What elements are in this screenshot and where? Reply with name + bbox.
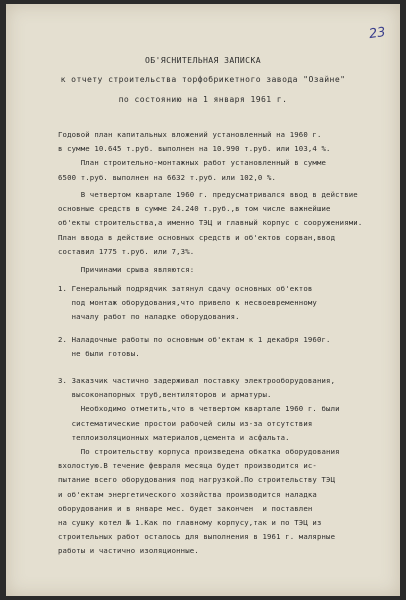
list-item-cause-1: 1. Генеральный подрядчик затянул сдачу основных об'ектов под монтаж оборудования,что привело к несвоевременному началу работ по наладке оборудования.: [58, 284, 317, 322]
document-page: [6, 4, 400, 596]
document-subtitle: к отчету строительства торфобрикетного завода "Озайне": [60, 74, 346, 84]
list-item-cause-2: 2. Наладочные работы по основным об'ектам к 1 декабря 1960г. не были готовы.: [58, 335, 331, 359]
document-date-line: по состоянию на 1 января 1961 г.: [118, 94, 288, 104]
paragraph-causes-heading: Причинами срыва являются:: [58, 265, 195, 274]
page-folio-number: 23: [368, 24, 387, 43]
paragraph-plan-fulfillment: Годовой план капитальных вложений установленный на 1960 г. в сумме 10.645 т.руб. выполнен на 10.990 т.руб. или 103,4 %. План строительно-монтажных работ установленный в сумме 6500 т.руб. выполнен на 6632 т.руб. или 102,0 %.: [58, 130, 331, 182]
paragraph-fourth-quarter: В четвертом квартале 1960 г. предусматривался ввод в действие основные средств в сумме 24.240 т.руб.,в том числе важнейшие об'екты строительства,а именно ТЭЦ и главный корпус с сооружениями. План ввода в действие основных средств и об'ектов сорван,ввод составил 1775 т.руб. или 7,3%.: [58, 190, 363, 256]
list-item-cause-3: 3. Заказчик частично задерживал поставку электрооборудования, высоконапорных труб,вентиляторов и арматуры. Необходимо отметить,что в четвертом квартале 1960 г. были систематические простои рабочей силы из-за отсутствия теплоизоляционных материалов,цемента и асфальта.: [58, 376, 340, 442]
document-title: ОБ'ЯСНИТЕЛЬНАЯ ЗАПИСКА: [144, 55, 261, 65]
paragraph-equipment-testing: По строительству корпуса произведена обкатка оборудования вхолостую.В течение февраля месяца будет производится ис- пытание всего оборудования под нагрузкой.По строительству ТЭЦ и об'ектам энергетического хозяйства производится наладка оборудования и в январе мес. будет закончен и поставлен на сушку котел № 1.Как по главному корпусу,так и по ТЭЦ из строительных работ осталось для выполнения в 1961 г. малярные работы и частично изоляционные.: [58, 447, 340, 556]
